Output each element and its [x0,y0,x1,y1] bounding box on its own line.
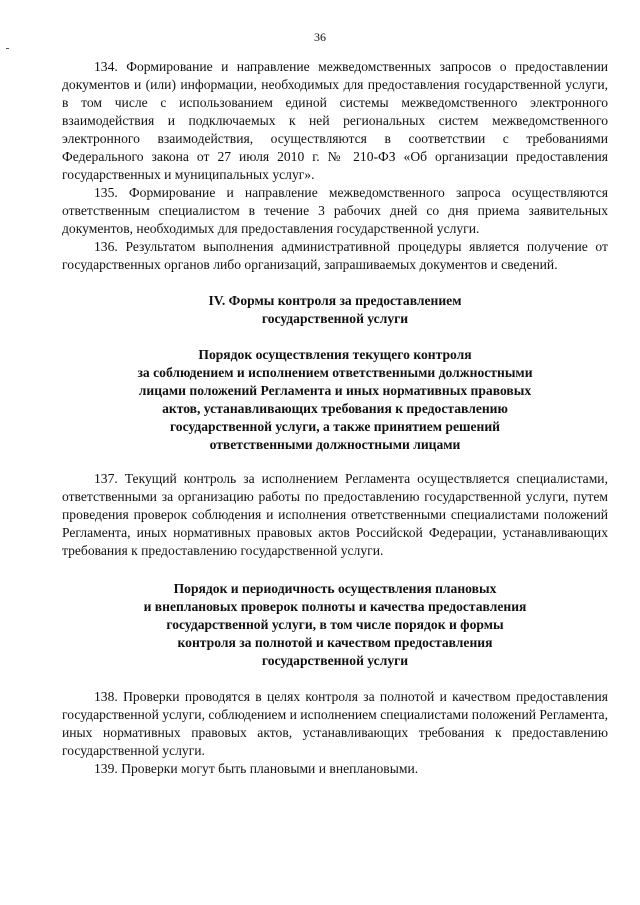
subheading-line: лицами положений Регламента и иных нормативных правовых [138,383,532,398]
subheading-line: за соблюдением и исполнением ответственными должностными [137,365,533,380]
scan-margin-mark [6,48,9,49]
subheading-line: контроля за полнотой и качеством предоставления [177,635,493,650]
paragraph-136: 136. Результатом выполнения административной процедуры является получение от государственных органов либо организаций, запрашиваемых документов и сведений. [62,239,608,272]
subheading-line: актов, устанавливающих требования к предоставлению [162,401,508,416]
paragraph-139: 139. Проверки могут быть плановыми и внеплановыми. [94,761,419,776]
paragraph-138: 138. Проверки проводятся в целях контроля за полнотой и качеством предоставления государственной услуги, соблюдением и исполнением специалистами положений Регламента, иных нормативных правовых актов, устанавливающих требования к предоставлению государственной услуги. [62,689,608,758]
subheading-line: ответственными должностными лицами [209,437,461,452]
subheading-line: государственной услуги [261,653,409,668]
paragraph-135: 135. Формирование и направление межведомственного запроса осуществляются ответственным специалистом в течение 3 рабочих дней со дня приема заявительных документов, необходимых для предоставления государственной услуги. [62,185,608,236]
subheading-line: и внеплановых проверок полноты и качества предоставления [143,599,527,614]
section-heading [62,292,608,328]
page-number: 36 [314,30,326,44]
section-heading-line: государственной услуги [261,311,409,326]
subheading-line: Порядок и периодичность осуществления плановых [173,581,497,596]
document-body [62,58,608,778]
paragraph-137: 137. Текущий контроль за исполнением Регламента осуществляется специалистами, ответственными за организацию работы по предоставлению государственной услуги, путем проведения проверок соблюдения и исполнения ответственными специалистами положений Регламента, иных нормативных правовых актов Российской Федерации, устанавливающих требования к предоставлению государственной услуги. [62,471,608,558]
paragraph-134: 134. Формирование и направление межведомственных запросов о предоставлении документов и (или) информации, необходимых для предоставления государственной услуги, в том числе с использованием единой системы межведомственного электронного взаимодействия и подключаемых к ней региональных систем межведомственного электронного взаимодействия, осуществляются в соответствии с требованиями Федерального закона от 27 июля 2010 г. № 210-ФЗ «Об организации предоставления государственных и муниципальных услуг». [62,59,608,182]
subheading-inspections [62,580,608,670]
subheading-line: Порядок осуществления текущего контроля [198,347,472,362]
subheading-line: государственной услуги, в том числе порядок и формы [166,617,504,632]
section-heading-line: IV. Формы контроля за предоставлением [208,293,462,308]
subheading-line: государственной услуги, а также принятием решений [169,419,501,434]
subheading-current-control [62,346,608,454]
